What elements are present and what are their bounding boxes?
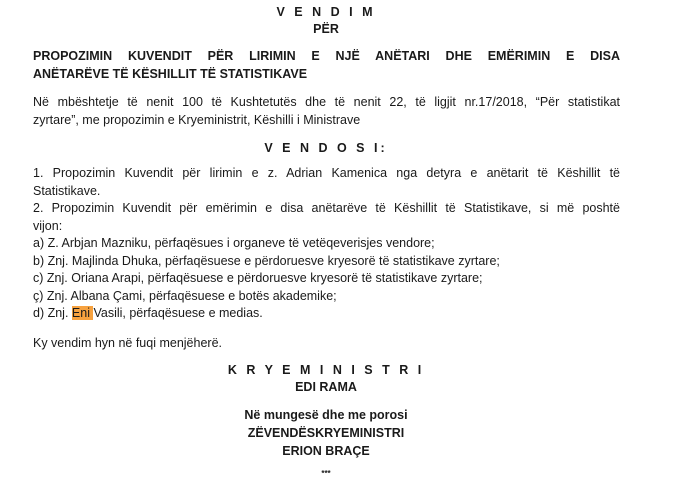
list-item-cc: ç) Znj. Albana Çami, përfaqësuese e botës akademike; xyxy=(33,288,337,303)
item-2-line-1: 2. Propozimin Kuvendit për emërimin e disa anëtarëve të Këshillit të Statistikave, si më poshtë xyxy=(33,201,620,215)
preamble xyxy=(33,94,620,129)
deputy-office: ZËVENDËSKRYEMINISTRI xyxy=(247,426,405,440)
absence-note: Në mungesë dhe me porosi xyxy=(244,408,408,422)
subject-heading xyxy=(33,48,620,83)
list-item-d-prefix: d) Znj. xyxy=(33,306,72,320)
signature-office: K R Y E M I N I S T R I xyxy=(227,363,425,377)
decision-heading: V E N D O S I: xyxy=(264,141,388,155)
effect-statement: Ky vendim hyn në fuqi menjëherë. xyxy=(33,336,222,350)
signature-name: EDI RAMA xyxy=(295,380,357,394)
document-title: V E N D I M xyxy=(276,5,376,19)
subject-line-2: ANËTARËVE TË KËSHILLIT TË STATISTIKAVE xyxy=(33,66,308,81)
end-mark: *** xyxy=(321,469,331,478)
subject-line-1: PROPOZIMIN KUVENDIT PËR LIRIMIN E NJË ANËTARI DHE EMËRIMIN E DISA xyxy=(33,49,620,63)
list-item-c: c) Znj. Oriana Arapi, përfaqësuese e përdoruesve kryesorë të statistikave zyrtare; xyxy=(33,271,483,285)
item-2-line-2: vijon: xyxy=(33,218,63,233)
list-item-d xyxy=(33,305,620,323)
document-subtitle: PËR xyxy=(313,22,339,36)
decision-items xyxy=(33,165,620,323)
item-1-line-2: Statistikave. xyxy=(33,183,101,198)
list-item-b: b) Znj. Majlinda Dhuka, përfaqësuese e përdoruesve kryesorë të statistikave zyrtare; xyxy=(33,253,500,268)
item-1-line-1: 1. Propozimin Kuvendit për lirimin e z. Adrian Kamenica nga detyra e anëtarit të Këshillit të xyxy=(33,166,620,180)
preamble-line-2: zyrtare”, me propozimin e Kryeministrit, Këshilli i Ministrave xyxy=(33,112,361,127)
preamble-line-1: Në mbështetje të nenit 100 të Kushtetutës dhe të nenit 22, të ligjit nr.17/2018, “Për statistikat xyxy=(33,95,620,109)
list-item-a: a) Z. Arbjan Mazniku, përfaqësues i organeve të vetëqeverisjes vendore; xyxy=(33,236,435,250)
search-highlight: Eni xyxy=(71,306,94,320)
deputy-name: ERION BRAÇE xyxy=(282,444,370,458)
list-item-d-suffix: Vasili, përfaqësuese e medias. xyxy=(93,306,263,320)
